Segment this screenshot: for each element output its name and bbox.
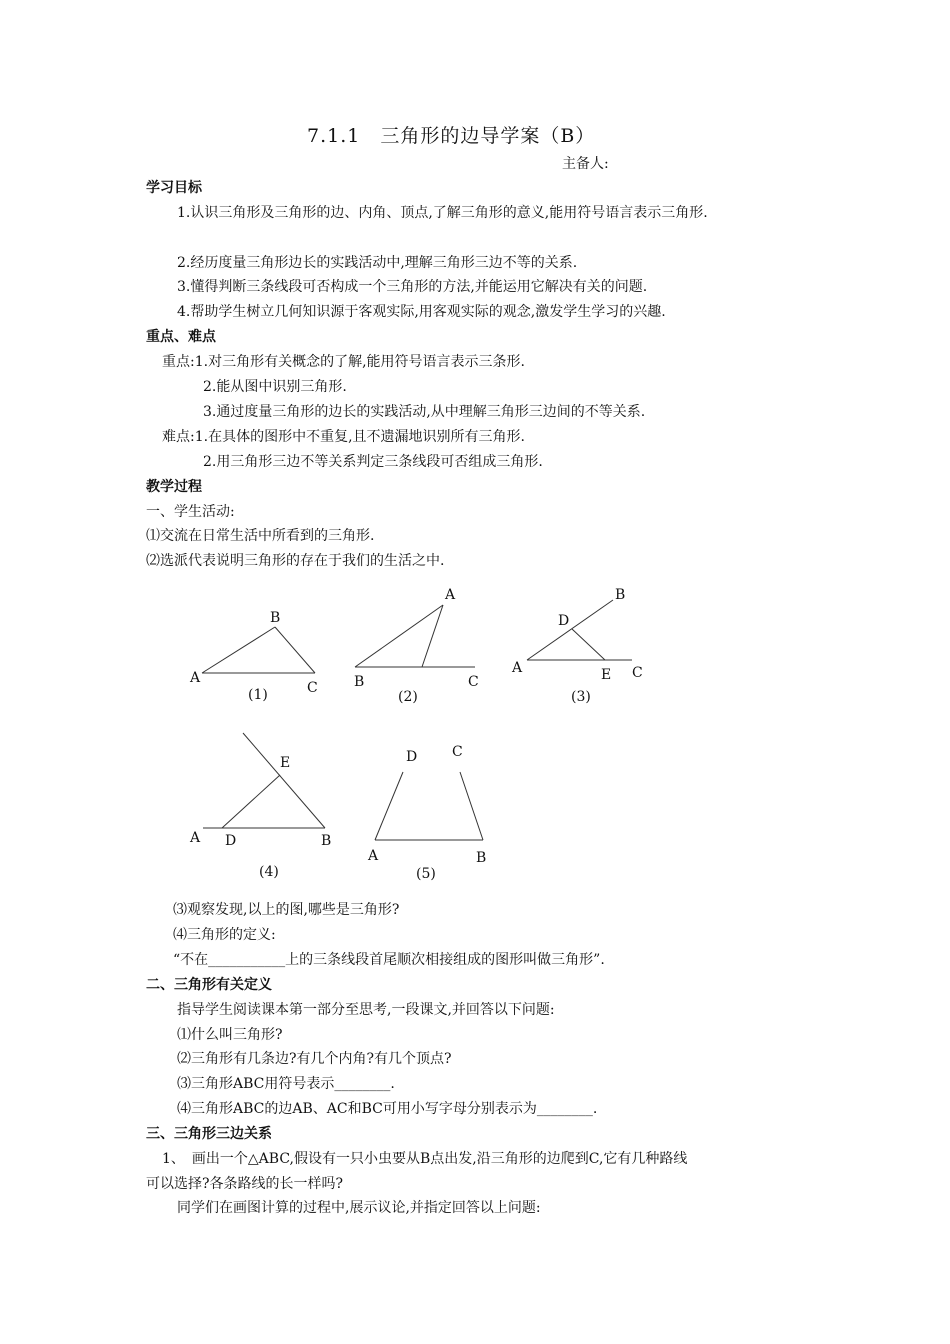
section2-heading: 二、三角形有关定义 xyxy=(146,977,272,993)
vertex-label: C xyxy=(452,744,463,760)
section2-question: ⑴什么叫三角形? xyxy=(177,1027,283,1043)
figure-caption: (1) xyxy=(248,687,268,703)
vertex-label: A xyxy=(368,848,379,864)
vertex-label: C xyxy=(632,665,643,681)
document-title: 7.1.1 三角形的边导学案（B） xyxy=(307,125,596,147)
section1-heading: 一、学生活动: xyxy=(146,504,235,520)
objective-item: 2.经历度量三角形边长的实践活动中,理解三角形三边不等的关系. xyxy=(177,255,578,271)
section2-question: ⑷三角形ABC的边AB、AC和BC可用小写字母分别表示为________. xyxy=(177,1101,598,1117)
figure-caption: (4) xyxy=(259,864,279,880)
vertex-label: A xyxy=(190,830,201,846)
key-point-item: 2.能从图中识别三角形. xyxy=(203,379,347,395)
objective-item: 1.认识三角形及三角形的边、内角、顶点,了解三角形的意义,能用符号语言表示三角形. xyxy=(177,205,708,221)
key-point-item: 3.通过度量三角形的边长的实践活动,从中理解三角形三边间的不等关系. xyxy=(203,404,646,420)
section2-intro: 指导学生阅读课本第一部分至思考,一段课文,并回答以下问题: xyxy=(177,1002,555,1018)
objectives-heading: 学习目标 xyxy=(146,180,202,196)
vertex-label: B xyxy=(354,674,365,690)
key-point-item: 重点:1.对三角形有关概念的了解,能用符号语言表示三条形. xyxy=(162,354,525,370)
section2-question: ⑵三角形有几条边?有几个内角?有几个顶点? xyxy=(177,1051,452,1067)
figure-caption: (5) xyxy=(416,866,436,882)
vertex-label: D xyxy=(558,613,570,629)
objective-item: 3.懂得判断三条线段可否构成一个三角形的方法,并能运用它解决有关的问题. xyxy=(177,279,648,295)
section1-item: ⑴交流在日常生活中所看到的三角形. xyxy=(146,528,375,544)
objective-item: 4.帮助学生树立几何知识源于客观实际,用客观实际的观念,激发学生学习的兴趣. xyxy=(177,304,666,320)
definition-blank: “不在___________上的三条线段首尾顺次相接组成的图形叫做三角形”. xyxy=(173,952,605,968)
process-heading: 教学过程 xyxy=(146,479,202,495)
section3-question: 1、 画出一个△ABC,假设有一只小虫要从B点出发,沿三角形的边爬到C,它有几种路线 xyxy=(162,1151,688,1167)
section3-instruction: 同学们在画图计算的过程中,展示议论,并指定回答以上问题: xyxy=(177,1200,541,1216)
vertex-label: A xyxy=(512,660,523,676)
vertex-label: B xyxy=(270,610,281,626)
keypoints-heading: 重点、难点 xyxy=(146,329,216,345)
section3-heading: 三、三角形三边关系 xyxy=(146,1126,272,1142)
vertex-label: B xyxy=(321,833,332,849)
vertex-label: B xyxy=(476,850,487,866)
section2-question: ⑶三角形ABC用符号表示________. xyxy=(177,1076,395,1092)
vertex-label: E xyxy=(280,755,291,771)
vertex-label: E xyxy=(601,667,612,683)
figure-3 xyxy=(505,585,665,710)
section1-item: ⑵选派代表说明三角形的存在于我们的生活之中. xyxy=(146,553,445,569)
vertex-label: A xyxy=(190,670,201,686)
section3-question-cont: 可以选择?各条路线的长一样吗? xyxy=(146,1176,344,1192)
figure-2 xyxy=(345,585,495,710)
figure-caption: (2) xyxy=(398,689,418,705)
vertex-label: D xyxy=(225,833,237,849)
vertex-label: D xyxy=(406,749,418,765)
figure-4 xyxy=(180,725,350,885)
vertex-label: B xyxy=(615,587,626,603)
vertex-label: C xyxy=(468,674,479,690)
difficult-point-item: 难点:1.在具体的图形中不重复,且不遗漏地识别所有三角形. xyxy=(162,429,525,445)
section1-question: ⑶观察发现,以上的图,哪些是三角形? xyxy=(173,902,400,918)
figure-1 xyxy=(180,600,340,710)
section1-question: ⑷三角形的定义: xyxy=(173,927,276,943)
vertex-label: A xyxy=(445,587,456,603)
preparer-label: 主备人: xyxy=(562,156,609,172)
vertex-label: C xyxy=(307,680,318,696)
difficult-point-item: 2.用三角形三边不等关系判定三条线段可否组成三角形. xyxy=(203,454,543,470)
figure-5 xyxy=(360,735,500,885)
figure-caption: (3) xyxy=(571,689,591,705)
